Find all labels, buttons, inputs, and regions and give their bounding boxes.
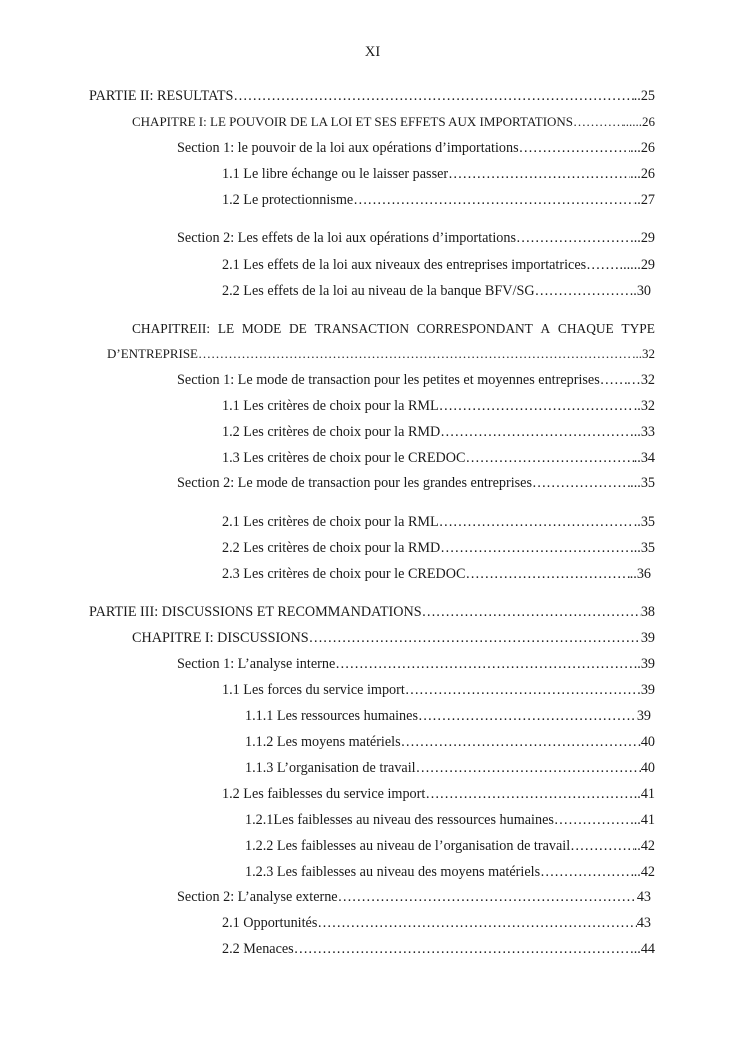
toc-entry-section-1-c: Section 1: L’analyse interne ………………………………………………………………………………………………………………………………………………………… ..39: [177, 656, 655, 676]
toc-entry-chapitre-2-line-1: CHAPITREII: LE MODE DE TRANSACTION CORRESPONDANT A CHAQUE TYPE: [132, 321, 655, 336]
toc-entry-partie-3: PARTIE III: DISCUSSIONS ET RECOMMANDATIONS ………………………………………………………………………………………………………………………………………………………… 38: [89, 604, 655, 624]
leader-dots: [440, 424, 633, 441]
leader-dots: [233, 88, 633, 105]
leader-dots: [466, 566, 630, 583]
toc-entry-1-1-c: 1.1 Les forces du service import ………………………………………………………………………………………………………………………………………………………… 39: [222, 682, 655, 702]
leader-dots: [535, 283, 630, 300]
leader-dots: [519, 140, 631, 157]
toc-entry-section-1-b: Section 1: Le mode de transaction pour les petites et moyennes entreprises ………………………………………………………………………………………………………………………………………………………… …32: [177, 372, 655, 392]
leader-dots: [448, 166, 630, 183]
leader-dots: [309, 630, 641, 647]
toc-entry-1-3-b: 1.3 Les critères de choix pour le CREDOC ………………………………………………………………………………………………………………………………………………………… ..34: [222, 450, 655, 470]
leader-dots: [440, 540, 633, 557]
toc-entry-2-2-c: 2.2 Menaces ………………………………………………………………………………………………………………………………………………………… ..44: [222, 941, 655, 961]
leader-dots: [335, 656, 633, 673]
leader-dots: [405, 682, 641, 699]
toc-entry-2-2: 2.2 Les effets de la loi au niveau de la banque BFV/SG ………………………………………………………………………………………………………………………………………………………… ..30: [222, 283, 651, 303]
toc-entry-chapitre-2-line-2: D’ENTREPRISE ………………………………………………………………………………………………………………………………………………………… ...32: [107, 346, 655, 366]
leader-dots: [317, 915, 636, 932]
toc-entry-1-2-2: 1.2.2 Les faiblesses au niveau de l’organisation de travail ………………………………………………………………………………………………………………………………………………………… ..42: [245, 838, 655, 858]
leader-dots: [353, 192, 634, 209]
leader-dots: [439, 398, 634, 415]
toc-entry-2-3-b: 2.3 Les critères de choix pour le CREDOC ………………………………………………………………………………………………………………………………………………………… ..36: [222, 566, 651, 586]
toc-entry-section-1: Section 1: le pouvoir de la loi aux opérations d’importations ………………………………………………………………………………………………………………………………………………………… ...26: [177, 140, 655, 160]
leader-dots: [573, 114, 622, 130]
leader-dots: [416, 760, 641, 777]
toc-entry-chapitre-1: CHAPITRE I: LE POUVOIR DE LA LOI ET SES EFFETS AUX IMPORTATIONS ………………………………………………………………………………………………………………………………………………………… ......26: [132, 114, 655, 134]
toc-entry-2-1-b: 2.1 Les critères de choix pour la RML ………………………………………………………………………………………………………………………………………………………… ..35: [222, 514, 655, 534]
toc-entry-partie-2: PARTIE II: RESULTATS ………………………………………………………………………………………………………………………………………………………… ..25: [89, 88, 655, 108]
toc-entry-section-2-b: Section 2: Le mode de transaction pour les grandes entreprises ………………………………………………………………………………………………………………………………………………………… ...35: [177, 475, 655, 495]
toc-entry-2-1-c: 2.1 Opportunités ………………………………………………………………………………………………………………………………………………………… 43: [222, 915, 651, 935]
toc-entry-1-1-3: 1.1.3 L’organisation de travail ………………………………………………………………………………………………………………………………………………………… 40: [245, 760, 655, 780]
toc-entry-section-2-c: Section 2: L’analyse externe ………………………………………………………………………………………………………………………………………………………… 43: [177, 889, 651, 909]
leader-dots: [516, 230, 630, 247]
toc-entry-1-2-b: 1.2 Les critères de choix pour la RMD ………………………………………………………………………………………………………………………………………………………… ..33: [222, 424, 655, 444]
page-number: XI: [364, 44, 381, 60]
leader-dots: [418, 708, 637, 725]
leader-dots: [198, 346, 632, 362]
leader-dots: [554, 812, 634, 829]
leader-dots: [570, 838, 634, 855]
toc-entry-section-2: Section 2: Les effets de la loi aux opérations d’importations ………………………………………………………………………………………………………………………………………………………… ...29: [177, 230, 655, 250]
toc-entry-1-1-1: 1.1.1 Les ressources humaines ………………………………………………………………………………………………………………………………………………………… 39: [245, 708, 651, 728]
toc-entry-1-1: 1.1 Le libre échange ou le laisser passer ………………………………………………………………………………………………………………………………………………………… ...26: [222, 166, 655, 186]
leader-dots: [439, 514, 634, 531]
leader-dots: [466, 450, 634, 467]
toc-entry-1-2-1: 1.2.1Les faiblesses au niveau des ressources humaines ………………………………………………………………………………………………………………………………………………………… ..41: [245, 812, 655, 832]
leader-dots: [294, 941, 634, 958]
toc-entry-2-2-b: 2.2 Les critères de choix pour la RMD ………………………………………………………………………………………………………………………………………………………… ..35: [222, 540, 655, 560]
toc-entry-1-2-c: 1.2 Les faiblesses du service import ………………………………………………………………………………………………………………………………………………………… ..41: [222, 786, 655, 806]
leader-dots: [586, 257, 619, 274]
toc-entry-2-1: 2.1 Les effets de la loi aux niveaux des entreprises importatrices ………………………………………………………………………………………………………………………………………………………… ......29: [222, 257, 655, 277]
leader-dots: [425, 786, 633, 803]
leader-dots: [540, 864, 634, 881]
toc-entry-1-1-2: 1.1.2 Les moyens matériels ………………………………………………………………………………………………………………………………………………………… 40: [245, 734, 655, 754]
toc-entry-1-1-b: 1.1 Les critères de choix pour la RML ………………………………………………………………………………………………………………………………………………………… ..32: [222, 398, 655, 418]
toc-entry-chapitre-1-c: CHAPITRE I: DISCUSSIONS ………………………………………………………………………………………………………………………………………………………… 39: [132, 630, 655, 650]
leader-dots: [600, 372, 627, 389]
toc-entry-1-2: 1.2 Le protectionnisme ………………………………………………………………………………………………………………………………………………………… ..27: [222, 192, 655, 212]
leader-dots: [532, 475, 630, 492]
leader-dots: [338, 889, 637, 906]
leader-dots: [422, 604, 641, 621]
toc-entry-1-2-3: 1.2.3 Les faiblesses au niveau des moyens matériels ………………………………………………………………………………………………………………………………………………………… ..42: [245, 864, 655, 884]
leader-dots: [401, 734, 641, 751]
